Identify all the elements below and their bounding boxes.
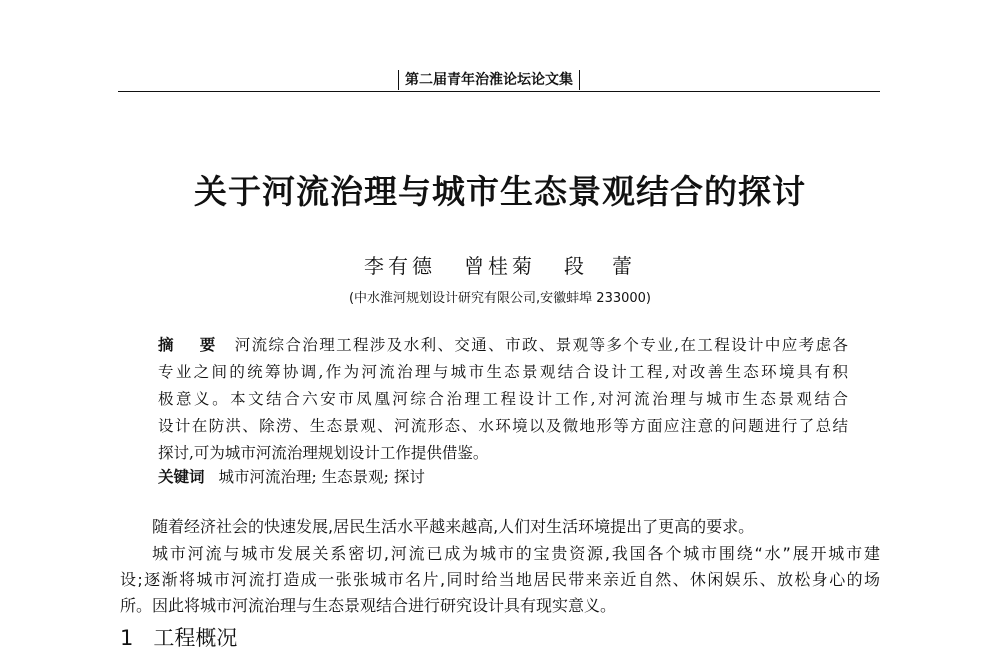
body-paragraph: 随着经济社会的快速发展,居民生活水平越来越高,人们对生活环境提出了更高的要求。	[152, 517, 755, 536]
body-paragraph: 设;逐渐将城市河流打造成一张张城市名片,同时给当地居民带来亲近自然、休闲娱乐、放松身心的场	[120, 570, 880, 589]
paper-title: 关于河流治理与城市生态景观结合的探讨	[194, 172, 806, 211]
abstract-line: 探讨,可为城市河流治理规划设计工作提供借鉴。	[158, 444, 489, 462]
section-number: 1	[120, 626, 134, 650]
authors	[0, 250, 1000, 279]
body-paragraph: 城市河流与城市发展关系密切,河流已成为城市的宝贵资源,我国各个城市围绕“水”展开城市建	[152, 544, 880, 563]
header-rule	[118, 91, 880, 92]
section-heading	[120, 622, 237, 652]
body-paragraph: 所。因此将城市河流治理与生态景观结合进行研究设计具有现实意义。	[120, 596, 617, 615]
section-title: 工程概况	[153, 626, 238, 650]
author: 曾桂菊	[464, 254, 536, 278]
abstract-line	[158, 332, 848, 359]
abstract-line: 极意义。本文结合六安市凤凰河综合治理工程设计工作,对河流治理与城市生态景观结合	[158, 390, 848, 408]
keywords	[158, 464, 848, 491]
affiliation: (中水淮河规划设计研究有限公司,安徽蚌埠 233000)	[348, 291, 652, 306]
abstract-line: 专业之间的统筹协调,作为河流治理与城市生态景观结合设计工程,对改善生态环境具有积	[158, 363, 848, 381]
author: 李有德	[364, 254, 436, 278]
abstract-line: 设计在防洪、除涝、生态景观、河流形态、水环境以及微地形等方面应注意的问题进行了总结	[158, 417, 848, 435]
keywords-text: 城市河流治理; 生态景观; 探讨	[218, 468, 425, 486]
keywords-label: 关键词	[158, 468, 205, 486]
journal-header: 第二届青年治淮论坛论文集	[398, 70, 580, 90]
author: 段 蕾	[564, 254, 636, 278]
abstract-text: 河流综合治理工程涉及水利、交通、市政、景观等多个专业,在工程设计中应考虑各	[234, 336, 848, 354]
abstract-label: 摘 要	[158, 336, 221, 354]
